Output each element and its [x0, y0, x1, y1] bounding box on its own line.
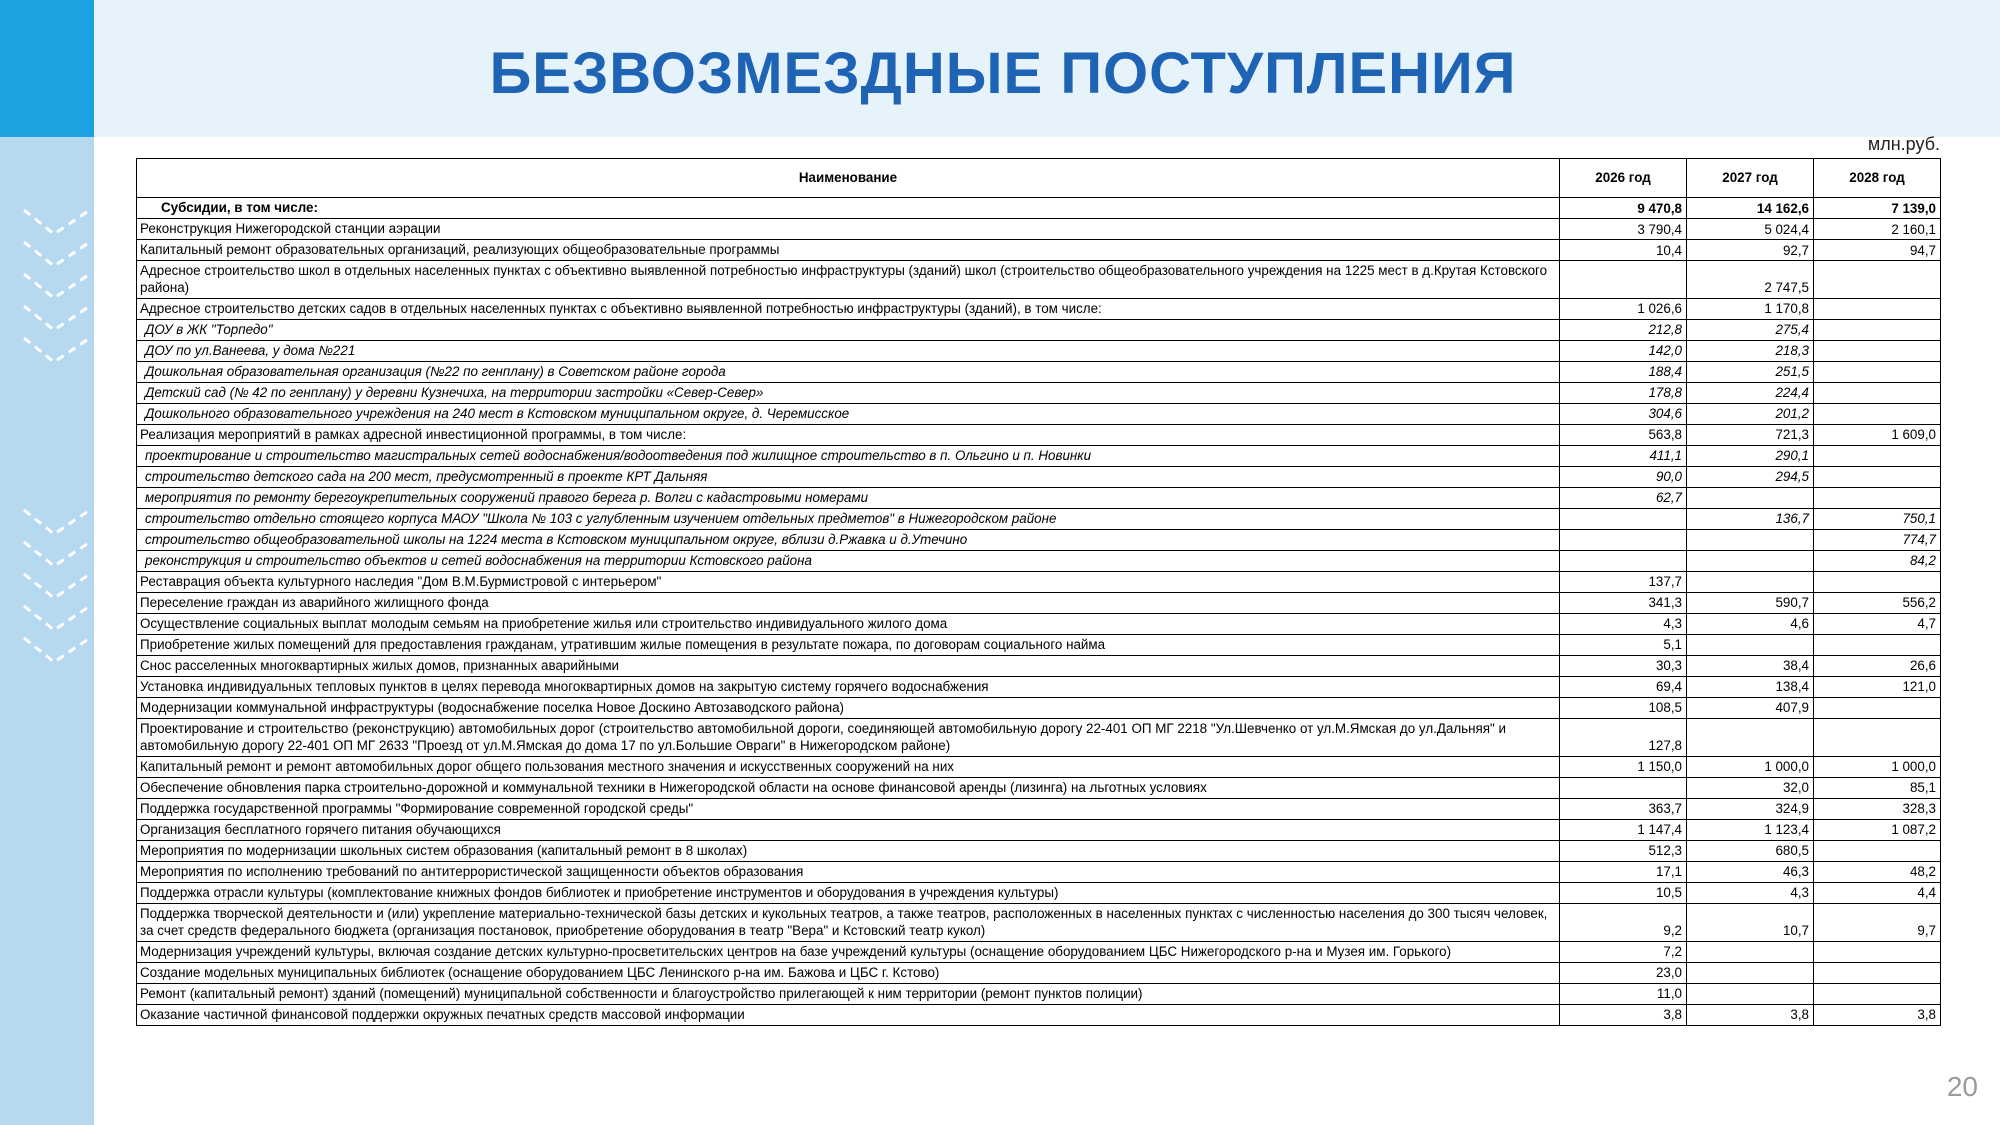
table-row	[137, 529, 1941, 550]
row-2026-cell: 30,3	[1560, 655, 1687, 676]
row-2028-cell	[1814, 983, 1941, 1004]
row-2028-cell: 85,1	[1814, 777, 1941, 798]
row-2028-cell	[1814, 298, 1941, 319]
row-name-cell: строительство общеобразовательной школы на 1224 места в Кстовском муниципальном округе, вблизи д.Ржавка и д.Утечино	[137, 529, 1560, 550]
row-2027-cell: 38,4	[1687, 655, 1814, 676]
header-2028: 2028 год	[1814, 159, 1941, 198]
row-2027-cell: 407,9	[1687, 697, 1814, 718]
row-2028-cell: 1 609,0	[1814, 424, 1941, 445]
row-2028-cell: 2 160,1	[1814, 219, 1941, 240]
header-name: Наименование	[137, 159, 1560, 198]
table-row	[137, 676, 1941, 697]
row-2028-cell: 328,3	[1814, 798, 1941, 819]
table-body	[137, 198, 1941, 1026]
table-header-row	[137, 159, 1941, 198]
row-2028-cell: 26,6	[1814, 655, 1941, 676]
row-2026-cell	[1560, 550, 1687, 571]
row-2028-cell	[1814, 487, 1941, 508]
row-2027-cell	[1687, 550, 1814, 571]
row-2027-cell	[1687, 529, 1814, 550]
row-name-cell: проектирование и строительство магистральных сетей водоснабжения/водоотведения под жилищное строительство в п. Ольгино и п. Новинки	[137, 445, 1560, 466]
row-2027-cell: 324,9	[1687, 798, 1814, 819]
row-2027-cell	[1687, 983, 1814, 1004]
row-2028-cell: 774,7	[1814, 529, 1941, 550]
row-name-cell: Поддержка отрасли культуры (комплектование книжных фондов библиотек и приобретение инструментов и оборудования в учреждения культуры)	[137, 882, 1560, 903]
table-row	[137, 445, 1941, 466]
row-name-cell: Модернизации коммунальной инфраструктуры (водоснабжение поселка Новое Доскино Автозаводского района)	[137, 697, 1560, 718]
row-name-cell: Дошкольная образовательная организация (№22 по генплану) в Советском районе города	[137, 361, 1560, 382]
row-2028-cell: 84,2	[1814, 550, 1941, 571]
row-2026-cell: 7,2	[1560, 941, 1687, 962]
row-2026-cell	[1560, 529, 1687, 550]
row-2027-cell: 201,2	[1687, 403, 1814, 424]
row-2027-cell	[1687, 487, 1814, 508]
row-2026-cell: 188,4	[1560, 361, 1687, 382]
row-2026-cell: 563,8	[1560, 424, 1687, 445]
row-2026-cell: 212,8	[1560, 319, 1687, 340]
row-name-cell: Капитальный ремонт и ремонт автомобильных дорог общего пользования местного значения и искусственных сооружений на них	[137, 756, 1560, 777]
row-name-cell: Мероприятия по исполнению требований по антитеррористической защищенности объектов образования	[137, 861, 1560, 882]
row-2028-cell	[1814, 571, 1941, 592]
row-2026-cell: 178,8	[1560, 382, 1687, 403]
table-row	[137, 697, 1941, 718]
table-row	[137, 219, 1941, 240]
table-row	[137, 819, 1941, 840]
table-row	[137, 319, 1941, 340]
row-2026-cell: 5,1	[1560, 634, 1687, 655]
row-2026-cell: 1 026,6	[1560, 298, 1687, 319]
table-row	[137, 240, 1941, 261]
row-name-cell: Осуществление социальных выплат молодым семьям на приобретение жилья или строительство индивидуального жилого дома	[137, 613, 1560, 634]
table-row	[137, 718, 1941, 756]
table-row	[137, 840, 1941, 861]
row-2027-cell: 590,7	[1687, 592, 1814, 613]
row-2027-cell: 251,5	[1687, 361, 1814, 382]
row-2028-cell: 4,4	[1814, 882, 1941, 903]
row-name-cell: Капитальный ремонт образовательных организаций, реализующих общеобразовательные программы	[137, 240, 1560, 261]
row-2027-cell: 1 123,4	[1687, 819, 1814, 840]
table-row	[137, 571, 1941, 592]
table-row	[137, 550, 1941, 571]
table-row	[137, 298, 1941, 319]
row-2028-cell: 9,7	[1814, 903, 1941, 941]
units-label: млн.руб.	[1867, 134, 1940, 154]
row-2028-cell	[1814, 962, 1941, 983]
row-name-cell: ДОУ по ул.Ванеева, у дома №221	[137, 340, 1560, 361]
row-2026-cell: 10,5	[1560, 882, 1687, 903]
row-name-cell: Переселение граждан из аварийного жилищного фонда	[137, 592, 1560, 613]
row-2027-cell	[1687, 941, 1814, 962]
row-name-cell: строительство отдельно стоящего корпуса МАОУ "Школа № 103 с углубленным изучением отдельных предметов" в Нижегородском районе	[137, 508, 1560, 529]
row-2026-cell: 363,7	[1560, 798, 1687, 819]
row-2026-cell: 341,3	[1560, 592, 1687, 613]
row-name-cell: реконструкция и строительство объектов и сетей водоснабжения на территории Кстовского района	[137, 550, 1560, 571]
row-2028-cell: 1 000,0	[1814, 756, 1941, 777]
table-row	[137, 655, 1941, 676]
row-name-cell: мероприятия по ремонту берегоукрепительных сооружений правого берега р. Волги с кадастровыми номерами	[137, 487, 1560, 508]
row-name-cell: Реставрация объекта культурного наследия "Дом В.М.Бурмистровой с интерьером"	[137, 571, 1560, 592]
row-2028-cell	[1814, 340, 1941, 361]
row-2028-cell	[1814, 697, 1941, 718]
row-2027-cell: 92,7	[1687, 240, 1814, 261]
row-2028-cell: 7 139,0	[1814, 198, 1941, 219]
budget-table	[136, 158, 1941, 1026]
table-row	[137, 634, 1941, 655]
row-name-cell: Дошкольного образовательного учреждения на 240 мест в Кстовском муниципальном округе, д. Черемисское	[137, 403, 1560, 424]
row-2026-cell: 1 147,4	[1560, 819, 1687, 840]
row-2027-cell	[1687, 634, 1814, 655]
row-2027-cell: 218,3	[1687, 340, 1814, 361]
row-2027-cell: 275,4	[1687, 319, 1814, 340]
table-row	[137, 983, 1941, 1004]
row-2027-cell: 46,3	[1687, 861, 1814, 882]
row-2028-cell	[1814, 941, 1941, 962]
row-2026-cell: 17,1	[1560, 861, 1687, 882]
row-2027-cell: 3,8	[1687, 1004, 1814, 1025]
row-name-cell: Адресное строительство детских садов в отдельных населенных пунктах с объективно выявленной потребностью инфраструктуры (зданий), в том числе:	[137, 298, 1560, 319]
chevron-pattern-icon	[20, 200, 94, 720]
row-2026-cell: 90,0	[1560, 466, 1687, 487]
row-2027-cell: 721,3	[1687, 424, 1814, 445]
row-name-cell: Мероприятия по модернизации школьных систем образования (капитальный ремонт в 8 школах)	[137, 840, 1560, 861]
table-row	[137, 261, 1941, 299]
table-row	[137, 756, 1941, 777]
row-2027-cell: 14 162,6	[1687, 198, 1814, 219]
row-name-cell: Создание модельных муниципальных библиотек (оснащение оборудованием ЦБС Ленинского р-на им. Бажова и ЦБС г. Кстово)	[137, 962, 1560, 983]
row-name-cell: Модернизация учреждений культуры, включая создание детских культурно-просветительских центров на базе учреждений культуры (оснащение оборудованием ЦБС Нижегородского р-на и Музея им. Горького)	[137, 941, 1560, 962]
row-2027-cell: 138,4	[1687, 676, 1814, 697]
row-2028-cell	[1814, 319, 1941, 340]
row-2026-cell	[1560, 777, 1687, 798]
row-2026-cell: 3,8	[1560, 1004, 1687, 1025]
row-2027-cell: 5 024,4	[1687, 219, 1814, 240]
row-2028-cell: 94,7	[1814, 240, 1941, 261]
table-row	[137, 1004, 1941, 1025]
table-row	[137, 962, 1941, 983]
row-2026-cell: 3 790,4	[1560, 219, 1687, 240]
row-2028-cell	[1814, 445, 1941, 466]
row-2028-cell	[1814, 634, 1941, 655]
table-row	[137, 424, 1941, 445]
row-2026-cell: 9,2	[1560, 903, 1687, 941]
row-name-cell: Организация бесплатного горячего питания обучающихся	[137, 819, 1560, 840]
row-2027-cell: 1 170,8	[1687, 298, 1814, 319]
row-2026-cell: 304,6	[1560, 403, 1687, 424]
row-2027-cell: 32,0	[1687, 777, 1814, 798]
row-2026-cell: 69,4	[1560, 676, 1687, 697]
row-2026-cell: 10,4	[1560, 240, 1687, 261]
table-row	[137, 613, 1941, 634]
row-2026-cell	[1560, 261, 1687, 299]
table-row	[137, 361, 1941, 382]
row-2027-cell: 290,1	[1687, 445, 1814, 466]
row-name-cell: Адресное строительство школ в отдельных населенных пунктах с объективно выявленной потребностью инфраструктуры (зданий) школ (строительство общеобразовательного учреждения на 1225 мест в д.Крутая Кстовского района)	[137, 261, 1560, 299]
row-2028-cell	[1814, 403, 1941, 424]
table-row	[137, 198, 1941, 219]
table-row	[137, 903, 1941, 941]
table-row	[137, 403, 1941, 424]
row-name-cell: строительство детского сада на 200 мест, предусмотренный в проекте КРТ Дальняя	[137, 466, 1560, 487]
header-2026: 2026 год	[1560, 159, 1687, 198]
row-2028-cell	[1814, 361, 1941, 382]
row-2026-cell: 62,7	[1560, 487, 1687, 508]
row-2026-cell: 11,0	[1560, 983, 1687, 1004]
row-2026-cell: 411,1	[1560, 445, 1687, 466]
table-row	[137, 340, 1941, 361]
row-name-cell: Установка индивидуальных тепловых пунктов в целях перевода многоквартирных домов на закрытую систему горячего водоснабжения	[137, 676, 1560, 697]
row-name-cell: ДОУ в ЖК "Торпедо"	[137, 319, 1560, 340]
row-2027-cell: 10,7	[1687, 903, 1814, 941]
row-2027-cell: 2 747,5	[1687, 261, 1814, 299]
row-2027-cell	[1687, 718, 1814, 756]
row-2028-cell	[1814, 718, 1941, 756]
header-2027: 2027 год	[1687, 159, 1814, 198]
row-2028-cell	[1814, 840, 1941, 861]
row-2026-cell: 23,0	[1560, 962, 1687, 983]
row-name-cell: Ремонт (капитальный ремонт) зданий (помещений) муниципальной собственности и благоустройство прилегающей к ним территории (ремонт пунктов полиции)	[137, 983, 1560, 1004]
row-name-cell: Поддержка государственной программы "Формирование современной городской среды"	[137, 798, 1560, 819]
row-2026-cell: 142,0	[1560, 340, 1687, 361]
table-row	[137, 882, 1941, 903]
table-row	[137, 382, 1941, 403]
row-name-cell: Проектирование и строительство (реконструкцию) автомобильных дорог (строительство автомобильной дороги, соединяющей автомобильную дорогу 22-401 ОП МГ 2218 "Ул.Шевченко от ул.М.Ямская до ул.Дальняя" и автомобильную дорогу 22-401 ОП МГ 2633 "Проезд от ул.М.Ямская до дома 17 по ул.Большие Овраги" в Нижегородском районе)	[137, 718, 1560, 756]
page-title: БЕЗВОЗМЕЗДНЫЕ ПОСТУПЛЕНИЯ	[489, 41, 1517, 106]
row-2027-cell: 136,7	[1687, 508, 1814, 529]
row-2027-cell: 4,6	[1687, 613, 1814, 634]
row-2026-cell: 127,8	[1560, 718, 1687, 756]
row-name-cell: Оказание частичной финансовой поддержки окружных печатных средств массовой информации	[137, 1004, 1560, 1025]
row-2026-cell: 108,5	[1560, 697, 1687, 718]
row-2026-cell: 137,7	[1560, 571, 1687, 592]
row-2027-cell: 224,4	[1687, 382, 1814, 403]
row-2026-cell: 512,3	[1560, 840, 1687, 861]
row-2028-cell: 750,1	[1814, 508, 1941, 529]
row-name-cell: Снос расселенных многоквартирных жилых домов, признанных аварийными	[137, 655, 1560, 676]
table-row	[137, 941, 1941, 962]
accent-bar	[0, 0, 94, 137]
table-row	[137, 508, 1941, 529]
row-2027-cell	[1687, 962, 1814, 983]
row-2028-cell	[1814, 382, 1941, 403]
table-row	[137, 487, 1941, 508]
row-name-cell: Реализация мероприятий в рамках адресной инвестиционной программы, в том числе:	[137, 424, 1560, 445]
row-2027-cell: 294,5	[1687, 466, 1814, 487]
page-number: 20	[1946, 1071, 1978, 1102]
row-2027-cell	[1687, 571, 1814, 592]
row-name-cell: Детский сад (№ 42 по генплану) у деревни Кузнечиха, на территории застройки «Север-Север»	[137, 382, 1560, 403]
row-name-cell: Субсидии, в том числе:	[137, 198, 1560, 219]
row-2027-cell: 680,5	[1687, 840, 1814, 861]
row-2028-cell: 4,7	[1814, 613, 1941, 634]
row-2028-cell: 556,2	[1814, 592, 1941, 613]
row-2028-cell: 48,2	[1814, 861, 1941, 882]
table-row	[137, 466, 1941, 487]
row-2026-cell: 9 470,8	[1560, 198, 1687, 219]
table-row	[137, 798, 1941, 819]
row-2028-cell: 121,0	[1814, 676, 1941, 697]
row-2028-cell: 3,8	[1814, 1004, 1941, 1025]
row-2026-cell: 4,3	[1560, 613, 1687, 634]
row-2028-cell: 1 087,2	[1814, 819, 1941, 840]
row-2028-cell	[1814, 261, 1941, 299]
row-name-cell: Реконструкция Нижегородской станции аэрации	[137, 219, 1560, 240]
row-name-cell: Поддержка творческой деятельности и (или) укрепление материально-технической базы детских и кукольных театров, а также театров, расположенных в населенных пунктах с численностью населения до 300 тысяч человек, за счет средств федерального бюджета (организация постановок, приобретение оборудования в театр "Вера" и Кстовский театр кукол)	[137, 903, 1560, 941]
row-2027-cell: 1 000,0	[1687, 756, 1814, 777]
row-2026-cell	[1560, 508, 1687, 529]
row-name-cell: Обеспечение обновления парка строительно-дорожной и коммунальной техники в Нижегородской области на основе финансовой аренды (лизинга) на льготных условиях	[137, 777, 1560, 798]
row-name-cell: Приобретение жилых помещений для предоставления гражданам, утратившим жилые помещения в результате пожара, по договорам социального найма	[137, 634, 1560, 655]
table-row	[137, 861, 1941, 882]
row-2026-cell: 1 150,0	[1560, 756, 1687, 777]
table-row	[137, 777, 1941, 798]
row-2028-cell	[1814, 466, 1941, 487]
row-2027-cell: 4,3	[1687, 882, 1814, 903]
table-row	[137, 592, 1941, 613]
